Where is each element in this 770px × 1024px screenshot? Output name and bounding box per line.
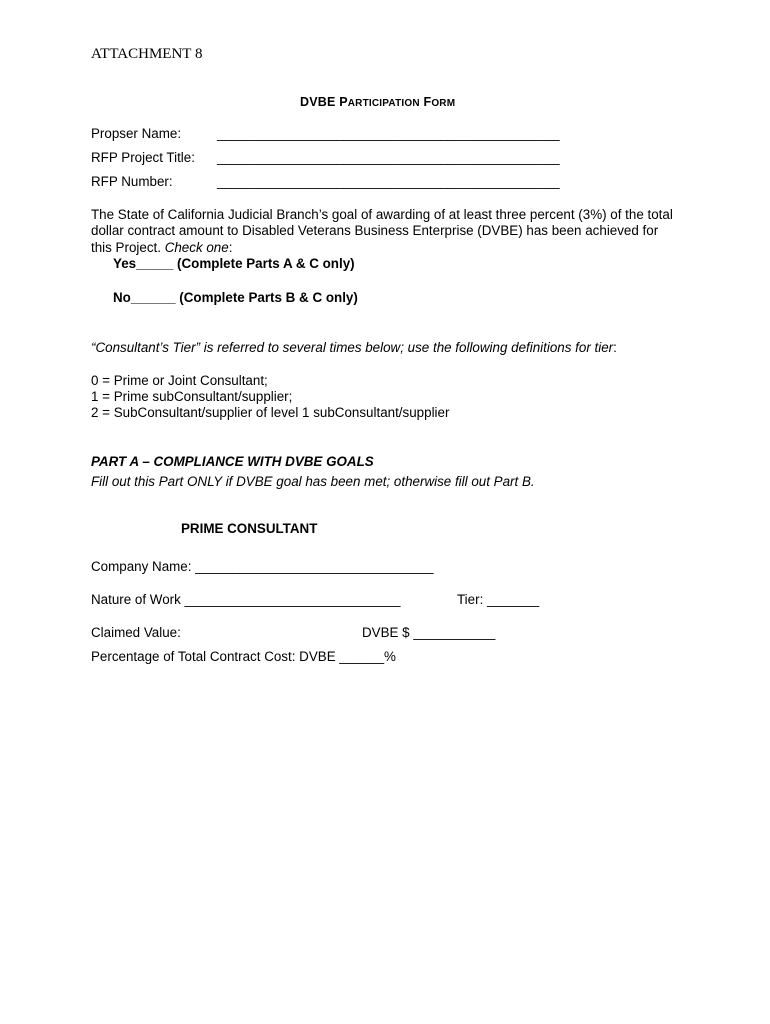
tier-item: 1 = Prime subConsultant/supplier; (91, 389, 293, 404)
nature-of-work-field[interactable]: Nature of Work _____________________________ (91, 592, 401, 607)
tier-item: 2 = SubConsultant/supplier of level 1 subConsultant/supplier (91, 405, 450, 420)
form-title-small2: ORM (431, 98, 456, 109)
rfp-project-title-label: RFP Project Title: (91, 150, 195, 165)
form-title-cap2: F (423, 95, 432, 109)
tier-item: 0 = Prime or Joint Consultant; (91, 373, 268, 388)
intro-text: The State of California Judicial Branch’s goal of awarding of at least three percent (3%) of the total dollar contract amount to Disabled Veterans Business Enterprise (DVBE) has been achieved for this Project. (91, 207, 673, 255)
intro-colon: : (228, 239, 233, 255)
rfp-number-field[interactable]: ______________________________________________ (217, 174, 560, 189)
intro-paragraph (91, 207, 681, 256)
tier-intro-text: “Consultant’s Tier” is referred to several times below; use the following definitions for tier (91, 340, 614, 355)
tier-intro-colon: : (613, 340, 617, 355)
part-a-instruction: Fill out this Part ONLY if DVBE goal has been met; otherwise fill out Part B. (91, 474, 535, 489)
proposer-name-field[interactable]: ______________________________________________ (217, 126, 560, 141)
form-title-cap1: DVBE P (300, 95, 348, 109)
claimed-value-label: Claimed Value: (91, 625, 181, 640)
check-one-text: Check one (164, 239, 229, 255)
tier-definition-intro (91, 340, 617, 356)
percentage-field[interactable]: Percentage of Total Contract Cost: DVBE ______% (91, 649, 396, 664)
rfp-number-label: RFP Number: (91, 174, 173, 189)
part-a-heading: PART A – COMPLIANCE WITH DVBE GOALS (91, 454, 374, 469)
prime-consultant-heading: PRIME CONSULTANT (181, 521, 318, 536)
form-title (300, 94, 455, 112)
no-option[interactable]: No______ (Complete Parts B & C only) (113, 290, 358, 305)
attachment-label: ATTACHMENT 8 (91, 46, 203, 62)
yes-option[interactable]: Yes_____ (Complete Parts A & C only) (113, 256, 355, 271)
tier-field[interactable]: Tier: _______ (457, 592, 540, 607)
claimed-value-field[interactable]: DVBE $ ___________ (362, 625, 496, 640)
proposer-name-label: Propser Name: (91, 126, 182, 141)
rfp-project-title-field[interactable]: ______________________________________________ (217, 150, 560, 165)
company-name-field[interactable]: Company Name: ________________________________ (91, 559, 434, 574)
form-title-small1: ARTICIPATION (347, 98, 420, 109)
